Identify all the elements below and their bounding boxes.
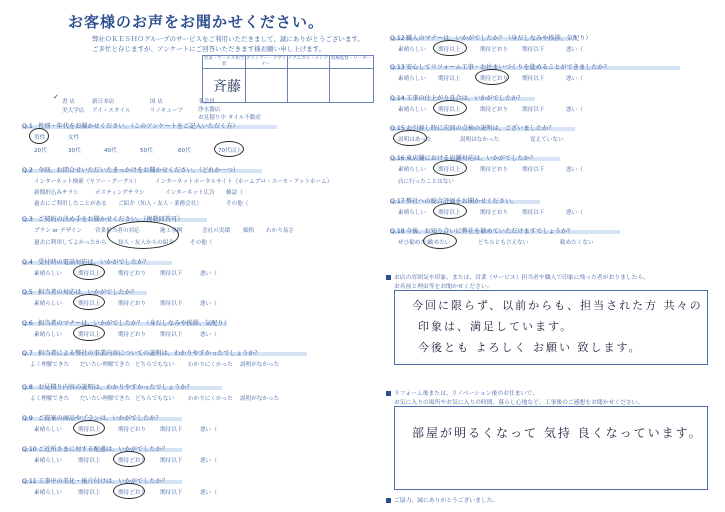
rating-option[interactable]: 期待以下	[522, 47, 545, 53]
q3-option[interactable]: その他（	[190, 240, 213, 246]
rating-option[interactable]: 素晴らしい	[34, 332, 62, 338]
question-q3: Q.3 ご契約の決め手をお聞かせください。（複数回答可）	[22, 216, 184, 223]
rating-option[interactable]: 悪い（	[566, 167, 583, 173]
answer-circle	[73, 420, 105, 436]
question-q7: Q.7 担当者による弊社の事業内容についての説明は、わかりやすかったでしょうか？	[22, 350, 261, 357]
question-q14: Q.14工事の仕上がり具合は、いかがでしたか？	[390, 95, 524, 102]
rating-option[interactable]: 期待どおり	[118, 332, 146, 338]
answer-circle	[73, 264, 105, 280]
rating-option[interactable]: どちらでもない	[135, 396, 175, 402]
rating-option[interactable]: 期待以下	[160, 301, 183, 307]
rating-option[interactable]: 期待以上	[78, 427, 101, 433]
q1-option-50s[interactable]: 50代	[140, 148, 153, 154]
q3-option[interactable]: プラン or デザイン	[34, 228, 83, 234]
answer-circle	[433, 160, 467, 176]
rating-option[interactable]: 期待以下	[160, 332, 183, 338]
rating-option[interactable]: 期待以上	[78, 458, 101, 464]
rating-option[interactable]: 期待以上	[438, 107, 461, 113]
question-q4: Q.4 受付時の電話対応は、いかがでしたか？	[22, 259, 150, 266]
q2-option[interactable]: インターネット検索（ヤフー・グーグル）	[34, 179, 140, 185]
rating-option[interactable]: 期待以下	[522, 167, 545, 173]
rating-option[interactable]: 期待どおり	[118, 427, 146, 433]
rating-option[interactable]: 期待以下	[160, 271, 183, 277]
rating-option[interactable]: 説明はなかった	[460, 137, 500, 143]
rating-option[interactable]: だいたい理解できた	[80, 362, 131, 368]
rating-option[interactable]: 悪い（	[200, 271, 217, 277]
rating-option[interactable]: 素晴らしい	[34, 271, 62, 277]
rating-option[interactable]: 期待以上	[438, 210, 461, 216]
comment2-prompt-1: リフォーム後または、リノベーション後のお住まいで、	[386, 388, 538, 397]
answer-circle	[433, 100, 467, 116]
answer-circle	[433, 203, 467, 219]
q2-option[interactable]: インターネットポータルサイト（ホームプロ・スーモ・アットホーム）	[155, 179, 333, 185]
rating-option[interactable]: よく理解できた	[30, 396, 70, 402]
store-option-1[interactable]: 書 店	[62, 99, 75, 105]
question-q8: Q.8 お見積り内容の説明は、わかりやすかったでしょうか？	[22, 384, 193, 391]
store-option-2[interactable]: 新日本店	[92, 99, 115, 105]
rating-option[interactable]: 悪い（	[200, 332, 217, 338]
store-option-8[interactable]: リノキューブ	[150, 108, 183, 114]
rating-option[interactable]: 悪い（	[566, 107, 583, 113]
question-q16: Q.16東店舗における店舗対応は、いかがでしたか？	[390, 155, 536, 162]
question-q1: Q.1 性別・年代をお聞かせください。（このアンケートをご記入いただく方）	[22, 123, 239, 130]
intro-line-2: ご多忙と存じますが、アンケートにご回答いただきます様お願い申し上げます。	[92, 45, 326, 53]
rating-option[interactable]: 期待どおり	[480, 210, 508, 216]
rating-option[interactable]: 悪い（	[566, 210, 583, 216]
rating-option[interactable]: 期待どおり	[480, 167, 508, 173]
stamp-header-technical: テクニカル・メンテ	[287, 56, 329, 69]
comment1-handwriting-1: 今回に限らず、以前からも、担当された方 共々の	[412, 299, 703, 312]
rating-option[interactable]: 期待以上	[78, 332, 101, 338]
rating-option[interactable]: 期待以上	[438, 167, 461, 173]
answer-circle	[113, 483, 145, 499]
staff-stamp-box	[202, 55, 374, 103]
rating-option[interactable]: 期待以下	[522, 76, 545, 82]
rating-option[interactable]: 期待どおり	[480, 107, 508, 113]
store-option-6[interactable]: 美大学店	[62, 108, 85, 114]
checkmark-icon: ✓	[53, 93, 59, 101]
answer-circle	[475, 69, 509, 85]
answer-circle	[73, 294, 105, 310]
q2-option[interactable]: ポスティングチラシ	[95, 190, 145, 196]
question-q15: Q.15お引渡し時に次回の点検の説明は、ございましたか？	[390, 125, 555, 132]
rating-option[interactable]: 素晴らしい	[34, 301, 62, 307]
question-q11: Q.11工事中の美化・後片付けは、いかがでしたか？	[22, 478, 168, 485]
q2-option[interactable]: その他（	[226, 201, 249, 207]
answer-circle	[107, 221, 179, 249]
rating-option[interactable]: 勧めたくない	[560, 240, 594, 246]
answer-circle	[29, 128, 49, 144]
rating-option[interactable]: 悪い（	[200, 490, 217, 496]
rating-option[interactable]: 期待以上	[78, 490, 101, 496]
rating-option[interactable]: ぜひ勧めたい	[398, 240, 432, 246]
q3-option[interactable]: 知人・友人からの紹介	[118, 240, 174, 246]
q1-option-female[interactable]: 女性	[68, 135, 80, 141]
rating-option[interactable]: 説明がなかった	[240, 362, 280, 368]
comment2-prompt-2: お気に入りの場所やお気に入りの時間、暮らし心地など、工事後のご感想をお聞かせください。	[394, 400, 644, 406]
handwritten-staff-name: 斉藤	[213, 79, 241, 95]
q2-option[interactable]: ご紹介（知人・友人・業務会社）	[118, 201, 202, 207]
rating-option[interactable]: 期待以上	[438, 47, 461, 53]
answer-circle	[214, 141, 244, 157]
rating-option[interactable]: 期待以下	[160, 427, 183, 433]
question-q10: Q.10ご近所さまに対する配慮は、いかがでしたか？	[22, 446, 168, 453]
rating-option[interactable]: 悪い（	[200, 427, 217, 433]
rating-option[interactable]: 悪い（	[566, 76, 583, 82]
q2-option[interactable]: 過去にご利用したことがある	[34, 201, 107, 207]
page-title: お客様のお声をお聞かせください。	[68, 13, 325, 31]
rating-option[interactable]: 素晴らしい	[398, 107, 426, 113]
q3-option[interactable]: わかり易さ	[266, 228, 294, 234]
store-option-4[interactable]: 非会員	[198, 99, 215, 105]
rating-option[interactable]: わかりにくかった	[188, 396, 233, 402]
comment1-prompt-1: お店の雰囲気や印象、または、営業（サービス）担当者や職人で印象に残った者がおりましたら、	[386, 272, 649, 281]
store-option-9[interactable]: お見積り中 タイル不動産	[198, 115, 262, 121]
rating-option[interactable]: 期待どおり	[118, 301, 146, 307]
stamp-header-planner: プランナー・デザイナー	[245, 56, 287, 67]
rating-option[interactable]: 説明はあった	[398, 137, 432, 143]
q1-option-60s[interactable]: 60代	[178, 148, 191, 154]
answer-circle	[113, 451, 145, 467]
comment1-handwriting-3: 今後とも よろしく お願い 致します。	[418, 341, 642, 354]
rating-option[interactable]: 期待どおり	[118, 271, 146, 277]
rating-option[interactable]: 覚えていない	[530, 137, 564, 143]
question-q2: Q.2 今回、お問合せいただいたきっかけをお聞かせください。（どれか一つ）	[22, 167, 240, 174]
q3-option[interactable]: 過去に利用してよかったから	[34, 240, 107, 246]
rating-option[interactable]: 素晴らしい	[398, 167, 426, 173]
rating-option[interactable]: 期待どおり	[480, 76, 508, 82]
rating-option[interactable]: どちらでもない	[135, 362, 175, 368]
intro-line-1: 弊社ＯＫＥＳＨＯグループのサービスをご利用いただきまして、誠にありがとうございます。	[92, 35, 364, 43]
store-option-3[interactable]: 国 店	[150, 99, 163, 105]
rating-option[interactable]: よく理解できた	[30, 362, 70, 368]
answer-circle	[423, 233, 457, 249]
comment1-handwriting-2: 印象は、満足しています。	[418, 320, 574, 333]
q3-option[interactable]: 会社の実績	[202, 228, 230, 234]
rating-option[interactable]: 説明がなかった	[240, 396, 280, 402]
q1-option-70s[interactable]: 70代以上	[218, 148, 242, 154]
rating-option[interactable]: 勧めたい	[428, 240, 451, 246]
comment1-prompt-2: お名前と理由等をお聞かせください。	[394, 284, 493, 290]
question-q13: Q.13安心してリフォーム工事・お住まいづくりを進めることができましたか？	[390, 64, 610, 71]
q2-option[interactable]: 新聞折込みチラシ	[34, 190, 79, 196]
rating-option[interactable]: 素晴らしい	[34, 458, 62, 464]
rating-option[interactable]: 期待以下	[160, 490, 183, 496]
rating-option[interactable]: 悪い（	[200, 301, 217, 307]
comment2-handwriting-1: 部屋が明るくなって 気持 良くなっています。	[412, 426, 703, 440]
answer-circle	[433, 40, 467, 56]
question-q17: Q.17弊社への総合評価をお聞かせください。	[390, 198, 518, 205]
q2-option[interactable]: インターネット広告	[165, 190, 215, 196]
rating-option[interactable]: 期待以下	[522, 107, 545, 113]
rating-option[interactable]: わかりにくかった	[188, 362, 233, 368]
rating-option[interactable]: 期待以上	[78, 301, 101, 307]
rating-option[interactable]: 期待以上	[78, 271, 101, 277]
question-q18: Q.18今後、お知り合いに弊社を勧めていただけますでしょうか？	[390, 228, 574, 235]
rating-option[interactable]: だいたい理解できた	[80, 396, 131, 402]
rating-option[interactable]: 素晴らしい	[398, 76, 426, 82]
store-option-7[interactable]: アイ・スタイル	[92, 108, 131, 114]
rating-option[interactable]: 悪い（	[566, 47, 583, 53]
rating-option[interactable]: 店に行ったことはない	[398, 179, 454, 185]
question-q9: Q.9 ご提案の商品やプランは、いかがでしたか？	[22, 415, 162, 422]
footer-thanks: ご協力、誠にありがとうございました。	[386, 495, 498, 504]
rating-option[interactable]: 期待以下	[160, 458, 183, 464]
stamp-header-supervisor: 現場監督・リーダー	[329, 56, 373, 69]
question-q6: Q.6 担当者のマナーは、いかがでしたか？（身だしなみや挨拶、気配り）	[22, 320, 230, 327]
rating-option[interactable]: 素晴らしい	[398, 47, 426, 53]
rating-option[interactable]: 素晴らしい	[34, 427, 62, 433]
q2-option[interactable]: 雑誌（	[226, 190, 243, 196]
q1-option-40s[interactable]: 40代	[104, 148, 117, 154]
rating-option[interactable]: 期待どおり	[118, 458, 146, 464]
rating-option[interactable]: 期待以上	[438, 76, 461, 82]
q3-option[interactable]: 営業担当者の対応	[95, 228, 140, 234]
answer-circle	[73, 325, 105, 341]
q3-option[interactable]: 価格	[243, 228, 255, 234]
rating-option[interactable]: 悪い（	[200, 458, 217, 464]
stamp-header-sales: 営業・サービス担当者	[203, 56, 245, 67]
q1-option-male[interactable]: 男性	[34, 135, 46, 141]
store-option-5[interactable]: 浄水器店	[198, 107, 221, 113]
rating-option[interactable]: どちらとも言えない	[478, 240, 529, 246]
rating-option[interactable]: 期待どおり	[480, 47, 508, 53]
answer-circle	[393, 130, 427, 146]
comment-box-impressions[interactable]	[394, 406, 708, 490]
rating-option[interactable]: 期待どおり	[118, 490, 146, 496]
question-q5: Q.5 担当者の対応は、いかがでしたか？	[22, 289, 137, 296]
q3-option[interactable]: 施工事例	[160, 228, 183, 234]
rating-option[interactable]: 期待以下	[522, 210, 545, 216]
rating-option[interactable]: 素晴らしい	[398, 210, 426, 216]
q1-option-30s[interactable]: 30代	[68, 148, 81, 154]
rating-option[interactable]: 素晴らしい	[34, 490, 62, 496]
q1-option-20s[interactable]: 20代	[34, 148, 47, 154]
question-q12: Q.12職人のマナーは、いかがでしたか？（身だしなみや挨拶、気配り）	[390, 35, 592, 42]
